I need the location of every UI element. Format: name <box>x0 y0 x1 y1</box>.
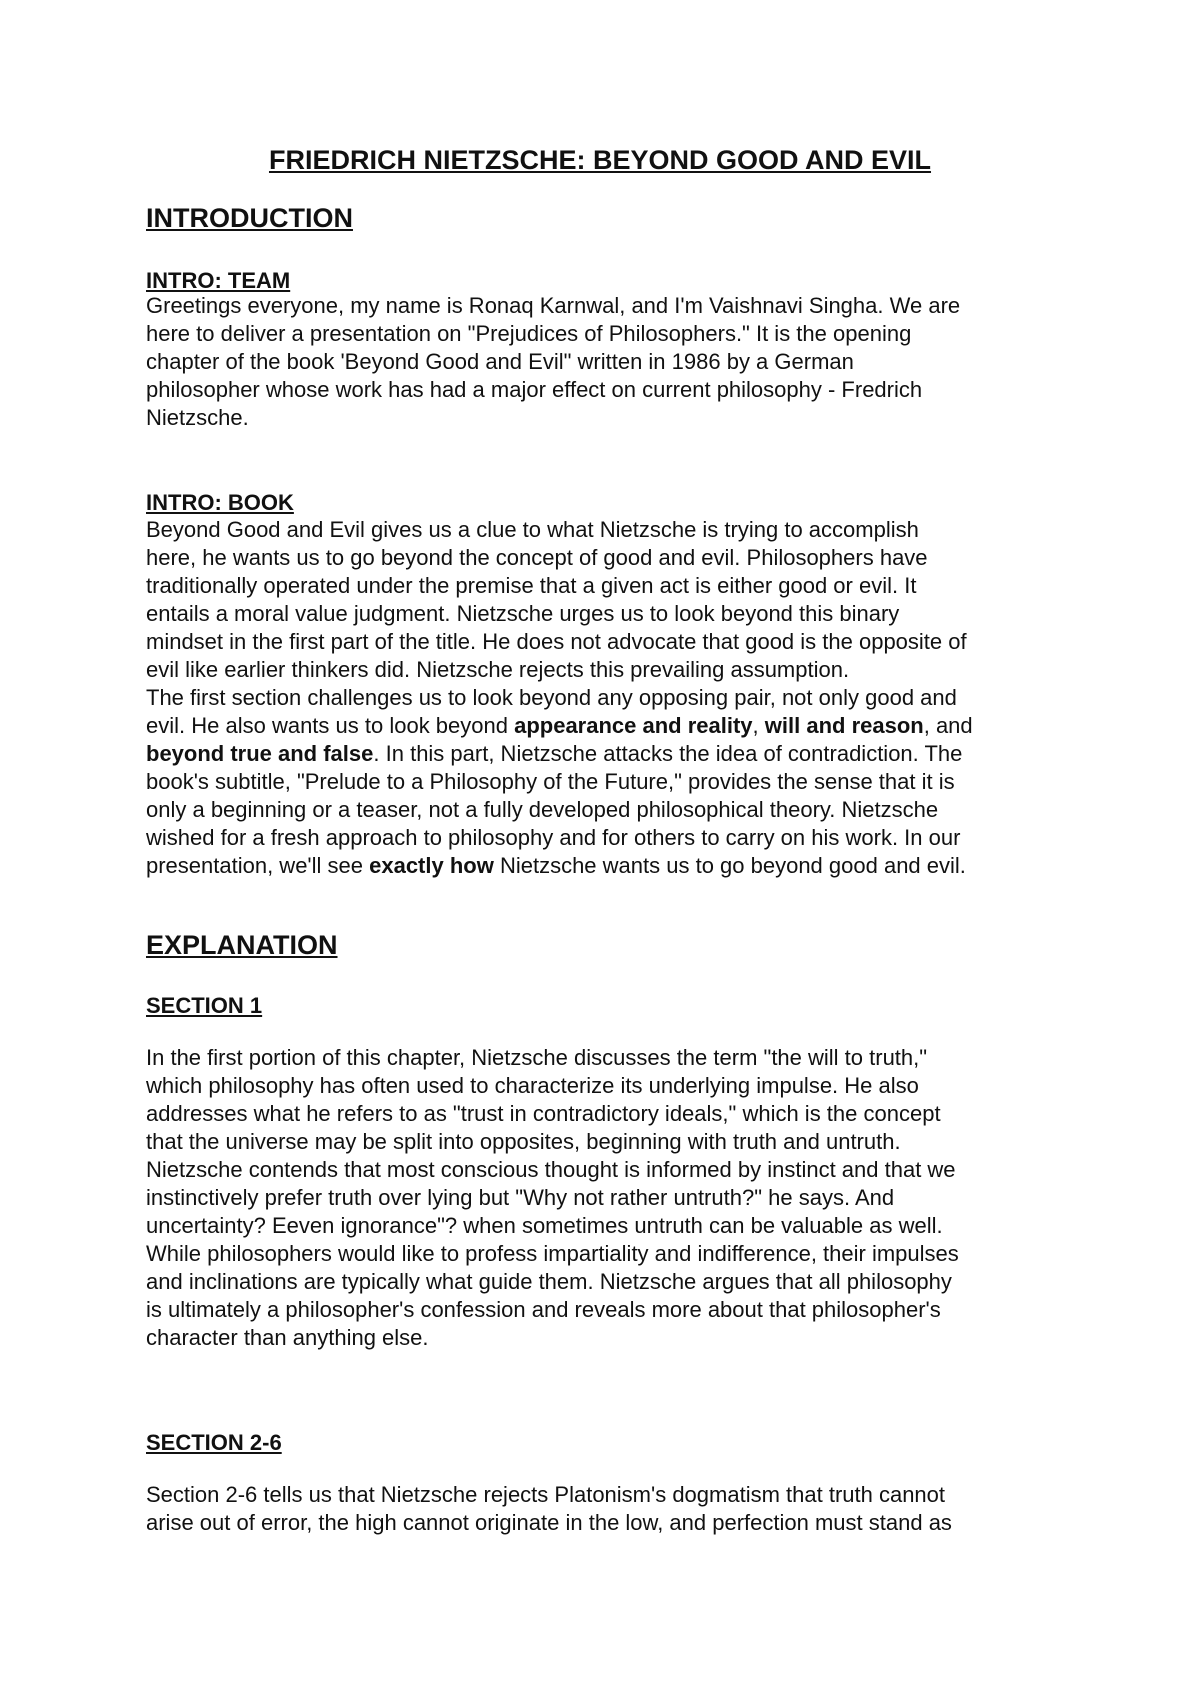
paragraph-line: Section 2-6 tells us that Nietzsche rejects Platonism's dogmatism that truth cannot <box>146 1482 946 1507</box>
paragraph-line: arise out of error, the high cannot originate in the low, and perfection must stand as <box>146 1510 952 1535</box>
intro-book-heading: INTRO: BOOK <box>146 490 294 515</box>
text-run: , <box>752 713 765 738</box>
paragraph-line: chapter of the book 'Beyond Good and Evil" written in 1986 by a German <box>146 349 854 374</box>
document-title: FRIEDRICH NIETZSCHE: BEYOND GOOD AND EVIL <box>268 145 932 175</box>
text-run: Nietzsche wants us to go beyond good and evil. <box>493 853 966 878</box>
introduction-heading: INTRODUCTION <box>146 203 353 233</box>
explanation-heading: EXPLANATION <box>146 930 338 960</box>
paragraph-line: which philosophy has often used to characterize its underlying impulse. He also <box>146 1073 919 1098</box>
paragraph-line: The first section challenges us to look beyond any opposing pair, not only good and <box>146 685 957 710</box>
paragraph-line <box>146 852 1076 880</box>
paragraph-line: and inclinations are typically what guide them. Nietzsche argues that all philosophy <box>146 1269 952 1294</box>
text-run: presentation, we'll see <box>146 853 370 878</box>
section-1-paragraph <box>146 1044 1076 1352</box>
paragraph-line: Nietzsche contends that most conscious thought is informed by instinct and that we <box>146 1157 956 1182</box>
paragraph-line: addresses what he refers to as "trust in contradictory ideals," which is the concept <box>146 1101 941 1126</box>
bold-phrase: exactly how <box>369 853 494 878</box>
paragraph-line: philosopher whose work has had a major effect on current philosophy - Fredrich <box>146 377 923 402</box>
bold-phrase: appearance and reality <box>514 713 753 738</box>
intro-book-paragraph <box>146 516 1076 880</box>
paragraph-line: evil like earlier thinkers did. Nietzsche rejects this prevailing assumption. <box>146 657 850 682</box>
intro-team-heading: INTRO: TEAM <box>146 268 291 293</box>
paragraph-line: While philosophers would like to profess impartiality and indifference, their impulses <box>146 1241 959 1266</box>
section-1-heading: SECTION 1 <box>146 993 263 1018</box>
intro-team-paragraph <box>146 292 1076 432</box>
paragraph-line: here to deliver a presentation on "Prejudices of Philosophers." It is the opening <box>146 321 912 346</box>
paragraph-line: traditionally operated under the premise that a given act is either good or evil. It <box>146 573 917 598</box>
paragraph-line: Beyond Good and Evil gives us a clue to what Nietzsche is trying to accomplish <box>146 517 919 542</box>
paragraph-line: Nietzsche. <box>146 405 249 430</box>
section-2-6-paragraph <box>146 1481 1076 1537</box>
text-run: . In this part, Nietzsche attacks the idea of contradiction. The <box>373 741 963 766</box>
text-run: , and <box>923 713 973 738</box>
paragraph-line: In the first portion of this chapter, Nietzsche discusses the term "the will to truth," <box>146 1045 928 1070</box>
paragraph-line: Greetings everyone, my name is Ronaq Karnwal, and I'm Vaishnavi Singha. We are <box>146 293 961 318</box>
paragraph-line <box>146 712 1076 740</box>
paragraph-line: here, he wants us to go beyond the concept of good and evil. Philosophers have <box>146 545 928 570</box>
section-2-6-heading: SECTION 2-6 <box>146 1430 282 1455</box>
bold-phrase: will and reason <box>764 713 924 738</box>
paragraph-line: character than anything else. <box>146 1325 429 1350</box>
paragraph-line: that the universe may be split into opposites, beginning with truth and untruth. <box>146 1129 901 1154</box>
paragraph-line: only a beginning or a teaser, not a fully developed philosophical theory. Nietzsche <box>146 797 939 822</box>
paragraph-line: uncertainty? Eeven ignorance"? when sometimes untruth can be valuable as well. <box>146 1213 943 1238</box>
paragraph-line <box>146 740 1076 768</box>
bold-phrase: beyond true and false <box>146 741 374 766</box>
text-run: evil. He also wants us to look beyond <box>146 713 515 738</box>
paragraph-line: book's subtitle, "Prelude to a Philosophy of the Future," provides the sense that it is <box>146 769 955 794</box>
paragraph-line: instinctively prefer truth over lying but "Why not rather untruth?" he says. And <box>146 1185 895 1210</box>
paragraph-line: wished for a fresh approach to philosophy and for others to carry on his work. In our <box>146 825 961 850</box>
paragraph-line: mindset in the first part of the title. He does not advocate that good is the opposite of <box>146 629 967 654</box>
paragraph-line: entails a moral value judgment. Nietzsche urges us to look beyond this binary <box>146 601 900 626</box>
paragraph-line: is ultimately a philosopher's confession and reveals more about that philosopher's <box>146 1297 941 1322</box>
